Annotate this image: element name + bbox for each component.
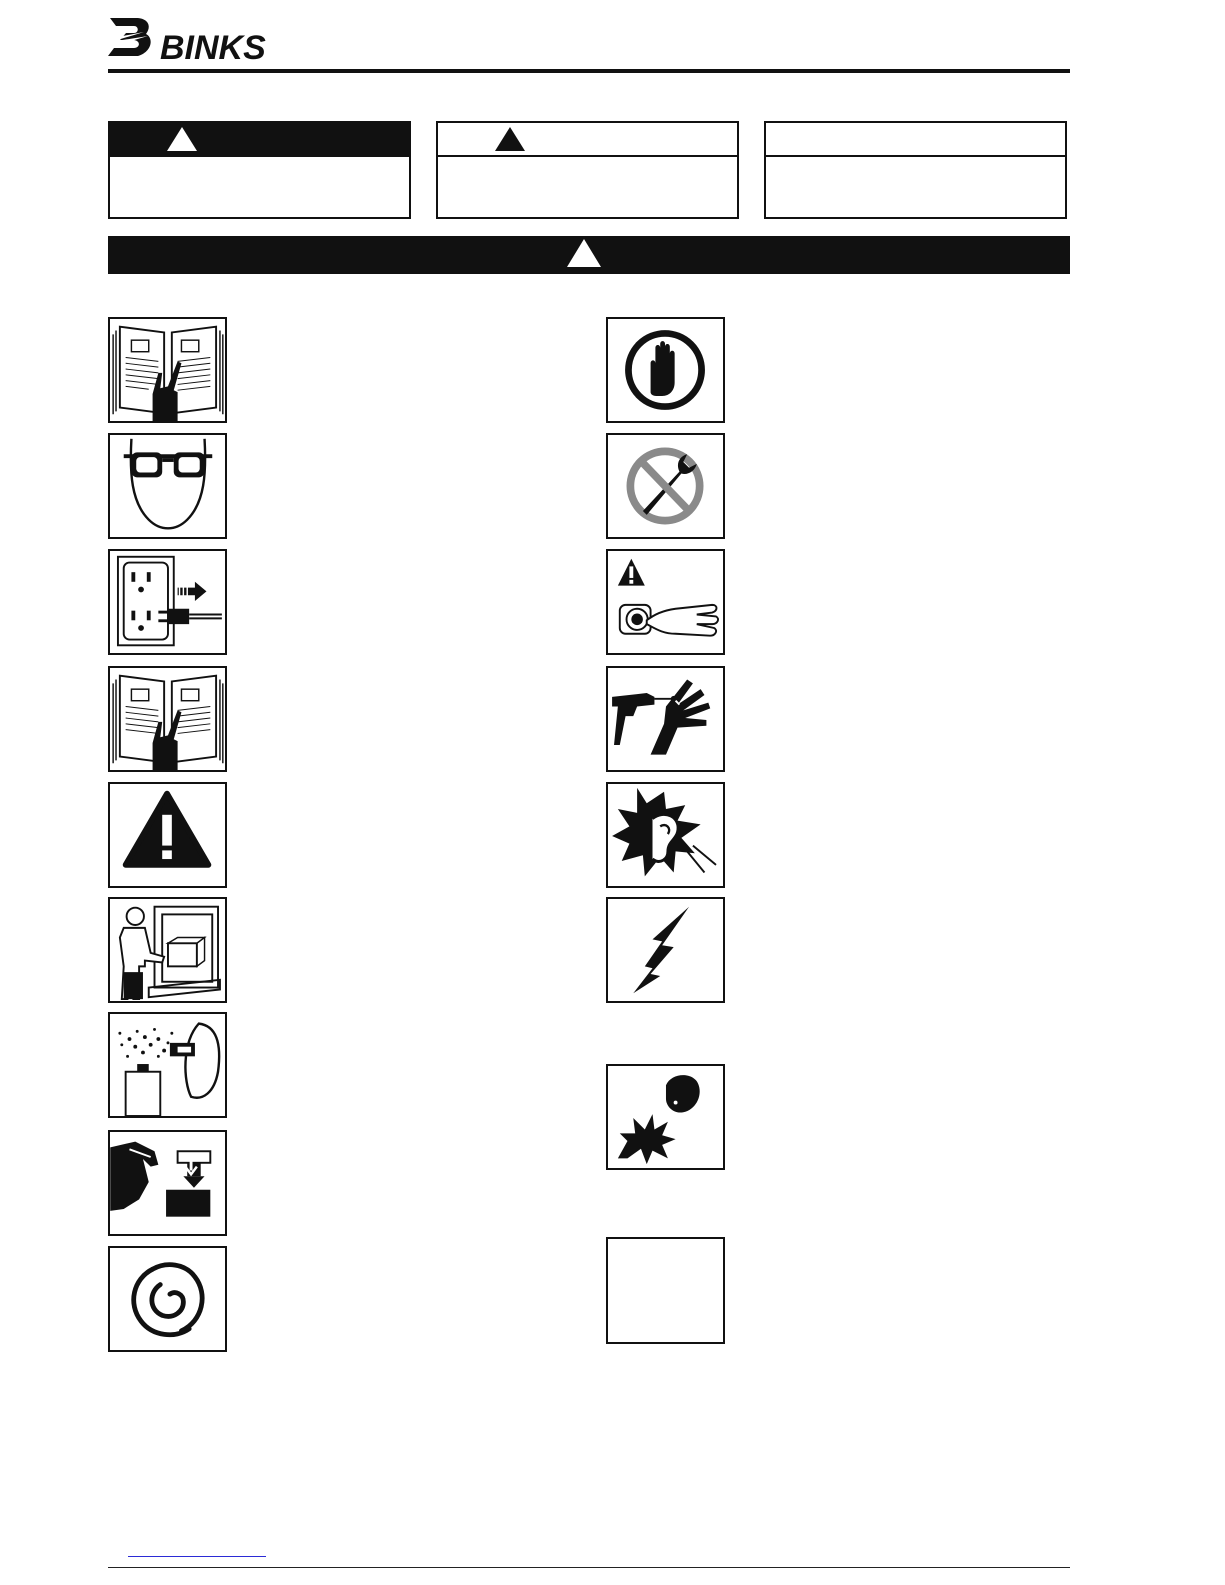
spray-hazard-icon [108,1012,227,1118]
electric-shock-icon [606,897,725,1003]
general-warning-icon [108,782,227,888]
operator-training-icon [108,897,227,1003]
eye-protection-icon [108,433,227,539]
footer-rule [108,1567,1070,1568]
pinch-point-icon [108,1130,227,1236]
warning-header [110,123,409,157]
caution-box [436,121,739,219]
caution-triangle-icon [494,126,526,152]
emergency-stop-icon [606,549,725,655]
brand-name: BINKS [160,29,266,64]
binks-logo [108,14,298,64]
no-modification-icon [606,433,725,539]
caution-header [438,123,737,157]
notice-box [764,121,1067,219]
main-warning-banner [108,236,1070,274]
injection-hazard-icon [606,666,725,772]
blank-icon [606,1237,725,1344]
automatic-start-icon [108,1246,227,1352]
header-rule [108,69,1070,73]
explosion-hazard-icon [606,1064,725,1170]
stop-hand-icon [606,317,725,423]
noise-hazard-icon [606,782,725,888]
read-manual-icon [108,317,227,423]
banner-triangle-icon [566,238,602,273]
warning-box [108,121,411,219]
warning-triangle-icon [166,126,198,152]
disconnect-power-icon [108,549,227,655]
footer-link[interactable] [128,1556,266,1557]
read-manual-icon-2 [108,666,227,772]
notice-header [766,123,1065,157]
